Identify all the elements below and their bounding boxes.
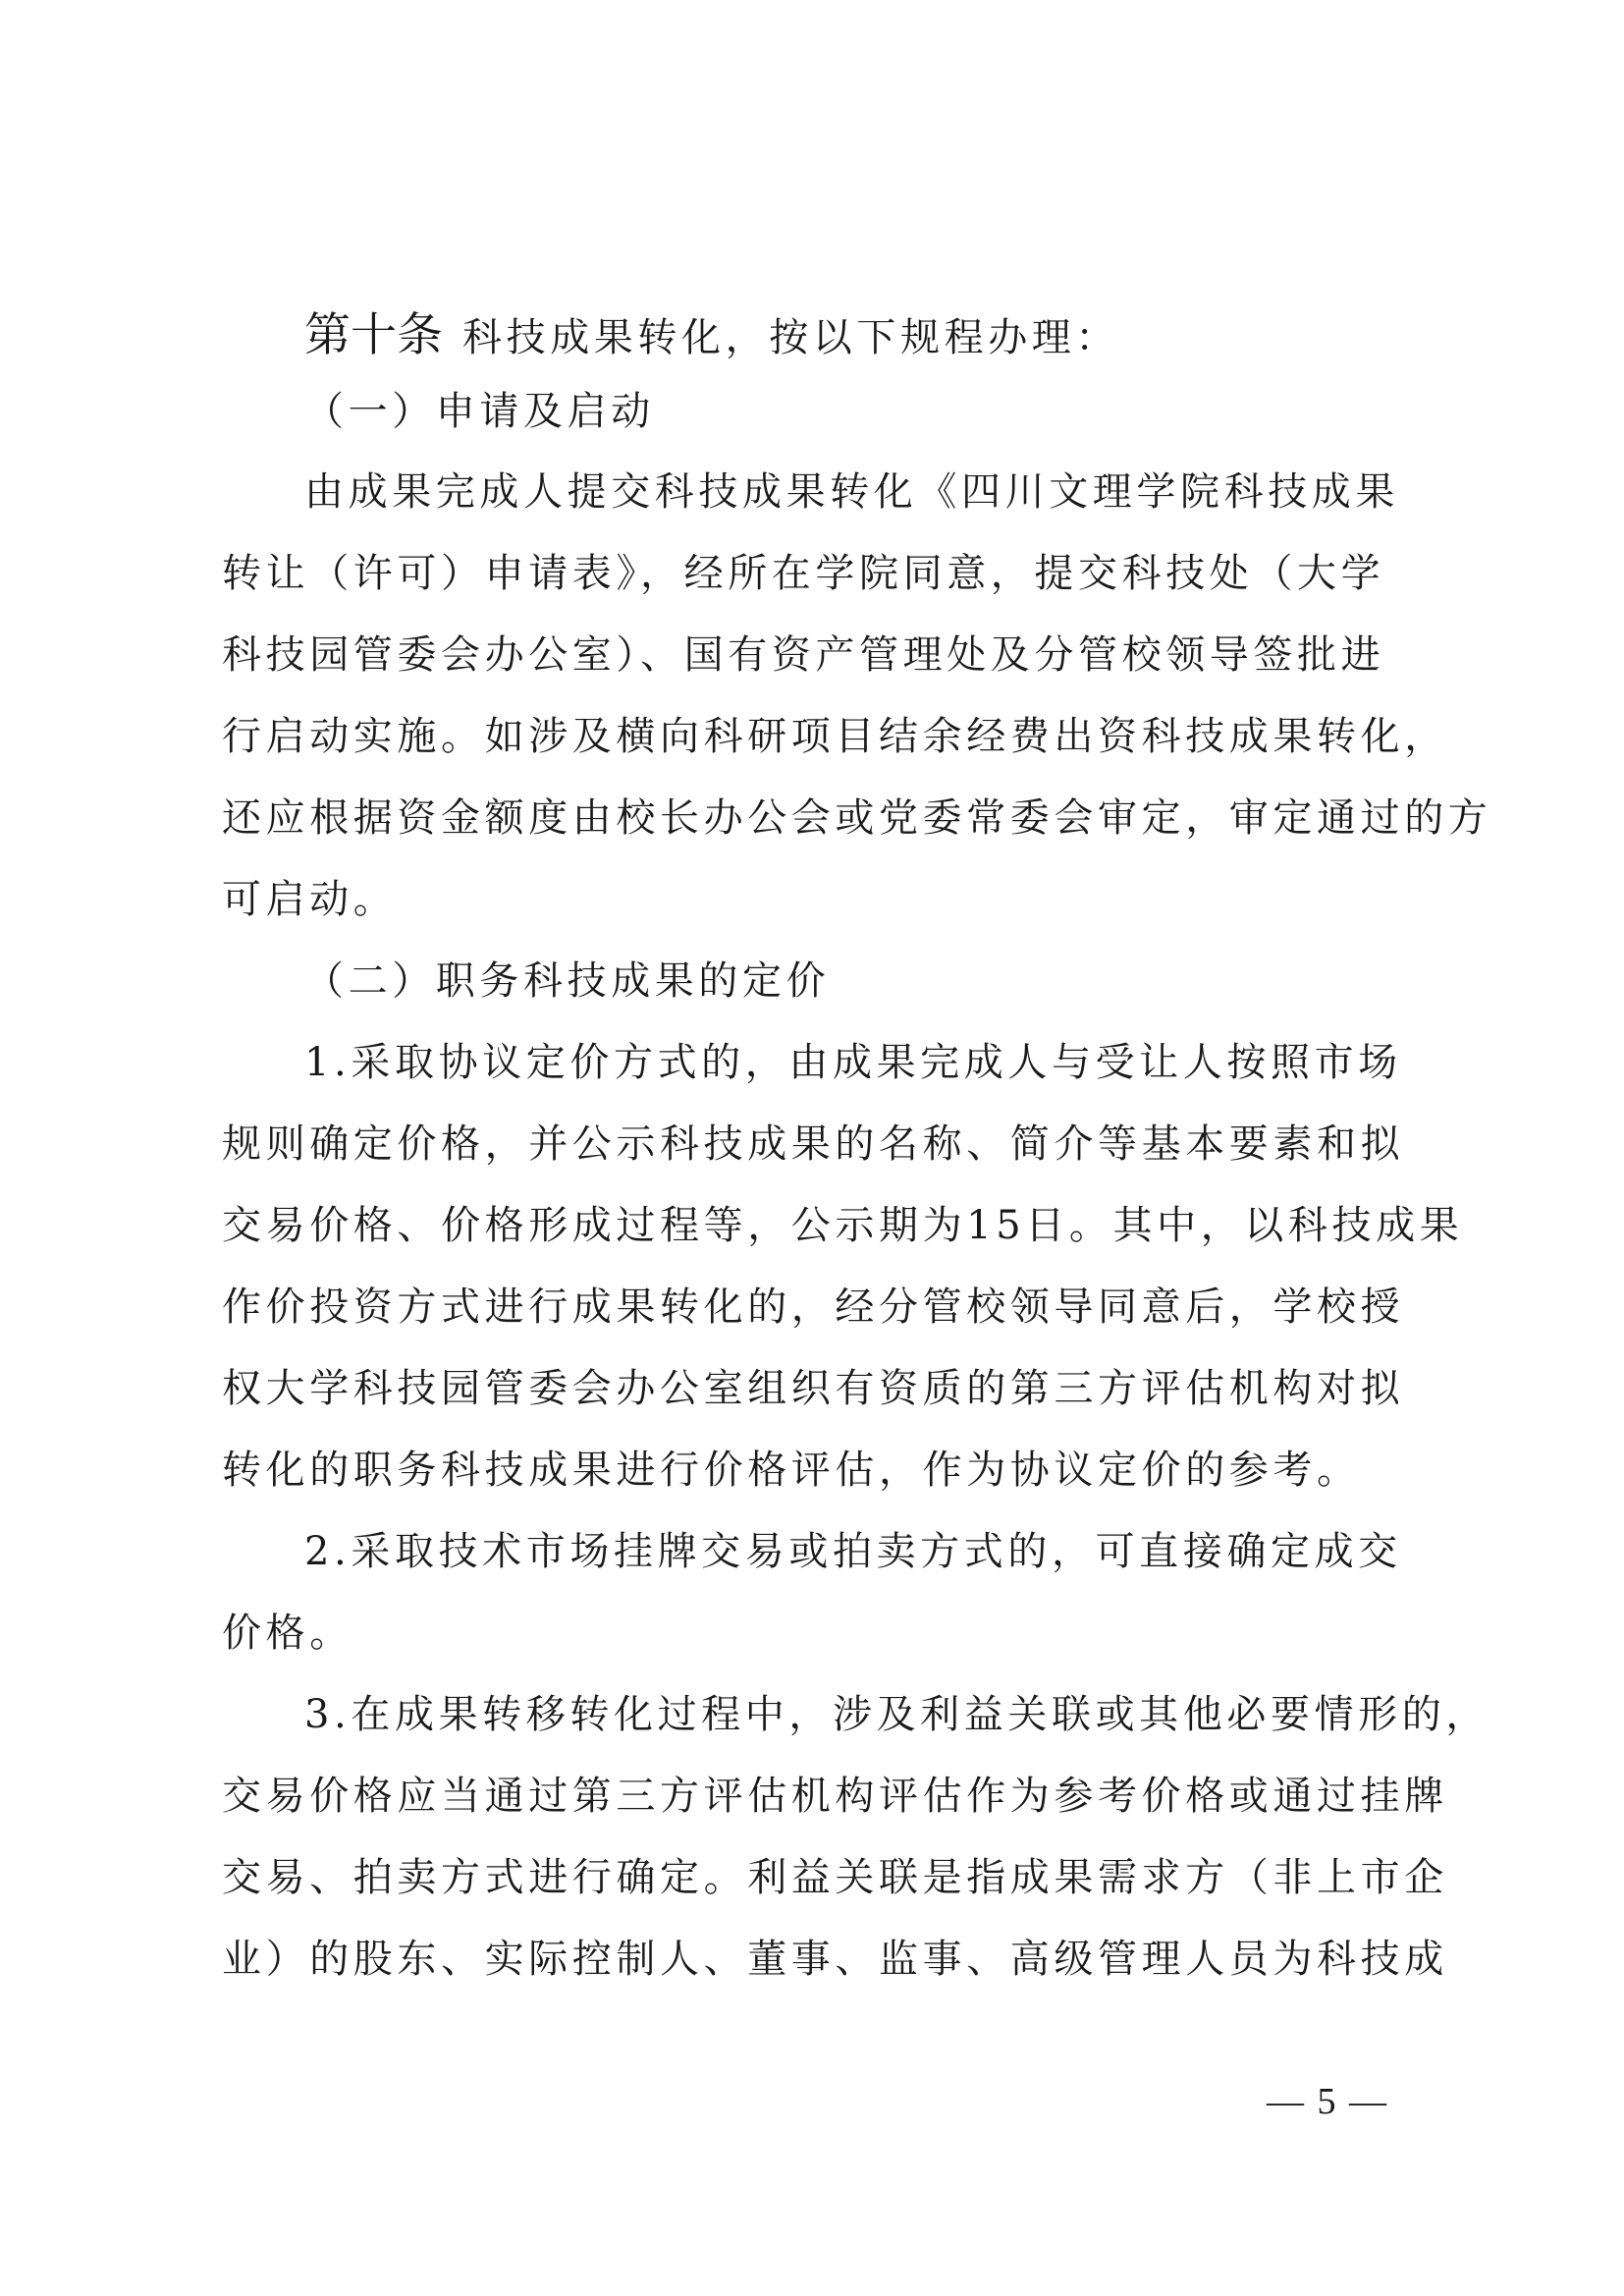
paragraph-line: 行启动实施。如涉及横向科研项目结余经费出资科技成果转化， (222, 714, 1448, 759)
paragraph-line: 作价投资方式进行成果转化的，经分管校领导同意后，学校授 (222, 1285, 1405, 1330)
paragraph-line: 转让（许可）申请表》，经所在学院同意，提交科技处（大学 (222, 551, 1385, 596)
paragraph-line: 还应根据资金额度由校长办公会或党委常委会审定，审定通过的方 (222, 795, 1492, 841)
paragraph-line: 转化的职务科技成果进行价格评估，作为协议定价的参考。 (222, 1448, 1361, 1493)
paragraph-line: 规则确定价格，并公示科技成果的名称、简介等基本要素和拟 (222, 1121, 1405, 1167)
page-number: — 5 — (1267, 2081, 1388, 2122)
paragraph-line: 业）的股东、实际控制人、董事、监事、高级管理人员为科技成 (222, 1937, 1448, 1982)
paragraph-line: 2.采取技术市场挂牌交易或拍卖方式的，可直接确定成交 (304, 1529, 1402, 1574)
paragraph-line: 3.在成果转移转化过程中，涉及利益关联或其他必要情形的， (304, 1692, 1489, 1737)
paragraph-line: 交易价格应当通过第三方评估机构评估作为参考价格或通过挂牌 (222, 1774, 1448, 1819)
paragraph-line: 科技园管委会办公室）、国有资产管理处及分管校领导签批进 (222, 632, 1385, 678)
paragraph-line: 由成果完成人提交科技成果转化《四川文理学院科技成果 (304, 469, 1399, 515)
section-title-application: （一）申请及启动 (304, 389, 655, 434)
paragraph-line: 价格。 (222, 1611, 353, 1656)
section-title-pricing: （二）职务科技成果的定价 (304, 958, 831, 1004)
paragraph-line: 交易、拍卖方式进行确定。利益关联是指成果需求方（非上市企 (222, 1855, 1448, 1900)
paragraph-line: 可启动。 (222, 877, 398, 922)
paragraph-line: 1.采取协议定价方式的，由成果完成人与受让人按照市场 (304, 1040, 1402, 1085)
article-number: 第十条 (304, 308, 443, 362)
article-heading-text: 科技成果转化，按以下规程办理： (462, 315, 1119, 360)
article-heading (304, 308, 1430, 362)
paragraph-line: 交易价格、价格形成过程等，公示期为15日。其中，以科技成果 (222, 1203, 1464, 1248)
paragraph-line: 权大学科技园管委会办公室组织有资质的第三方评估机构对拟 (222, 1366, 1405, 1411)
